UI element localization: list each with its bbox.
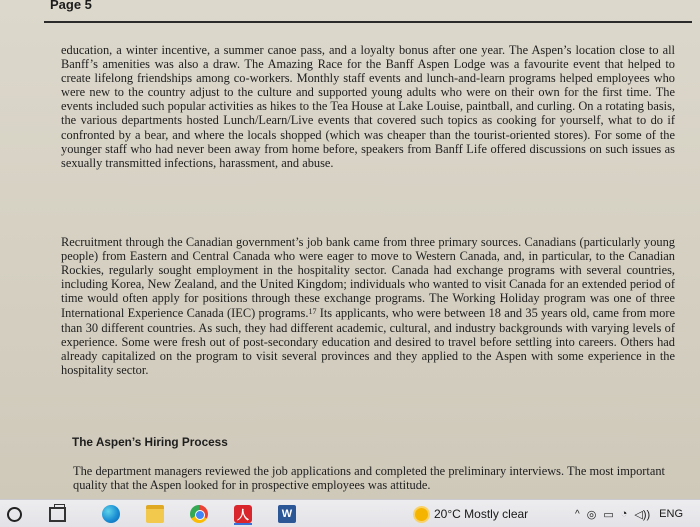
header-rule (44, 21, 692, 23)
wifi-icon[interactable]: ◔ (620, 508, 628, 520)
weather-widget[interactable] (415, 503, 528, 525)
word-button[interactable] (276, 503, 298, 525)
footnote-ref[interactable]: 17 (308, 307, 317, 317)
task-view-button[interactable] (46, 503, 68, 525)
recruitment-text-b: Its applicants, who were between 18 and 35 years old, came from more than 30 different countries. As such, they had different academic, cultural, and industry backgrounds with varying levels of experience. Some were fresh out of post-secondary education and desired to travel before settling into careers. Others had already capitalized on the program to visit several provinces and they applied to the Aspen with some experience in the hospitality sector. (61, 306, 675, 377)
acrobat-icon: 人 (234, 505, 252, 523)
section-heading: The Aspen’s Hiring Process (72, 435, 228, 449)
tray-caret-icon[interactable]: ^ (575, 508, 580, 520)
active-indicator (234, 523, 252, 525)
system-tray (575, 503, 683, 525)
task-view-icon (49, 507, 66, 522)
word-icon: W (278, 505, 296, 523)
acrobat-button[interactable] (232, 503, 254, 525)
weather-sun-icon (415, 508, 428, 521)
page-label: Page 5 (50, 0, 92, 12)
paragraph-hiring: The department managers reviewed the job applications and completed the preliminary interviews. The most important quality that the Aspen looked for in prospective employees was attitude. (73, 464, 665, 493)
volume-icon[interactable]: ◁)) (634, 508, 651, 521)
start-icon (7, 507, 22, 522)
chrome-icon (190, 505, 208, 523)
edge-icon (102, 505, 120, 523)
paragraph-recruitment (61, 235, 675, 377)
taskbar (0, 499, 700, 527)
edge-button[interactable] (100, 503, 122, 525)
file-explorer-button[interactable] (144, 503, 166, 525)
recruitment-text-a: Recruitment through the Canadian government’s job bank came from three primary sources. Canadians (particularly young people) from Eastern and Central Canada who were eager to move to Western Canada, and, in particular, to the Canadian Rockies, regularly sought employment in the hospitality sector. Canada had exchange programs with several countries, including Korea, New Zealand, and the United Kingdom; individuals who wanted to visit Canada for an extended period of time would often apply for positions through these exchange programs. The Working Holiday program was one of three International Experience Canada (IEC) programs. (61, 235, 675, 321)
start-button[interactable] (3, 503, 25, 525)
weather-text: 20°C Mostly clear (434, 507, 529, 521)
file-explorer-icon (146, 505, 164, 523)
battery-icon[interactable]: ▭ (603, 508, 614, 521)
network-icon[interactable]: ◎ (586, 508, 597, 521)
chrome-button[interactable] (188, 503, 210, 525)
paragraph-benefits: education, a winter incentive, a summer canoe pass, and a loyalty bonus after one year. The Aspen’s location close to all Banff’s amenities was also a draw. The Amazing Race for the Banff Aspen Lodge was a favourite event that helped to create lifelong friendships among co-workers. Monthly staff events and lunch-and-learn programs helped employees who were new to the country adjust to the culture and supported young adults who were on their own for the first time. The events included such popular activities as hikes to the Tea House at Lake Louise, paintball, and curling. On a rotating basis, the various departments hosted Lunch/Learn/Live events that covered such topics as cooking for yourself, what to do if confronted by a bear, and where the locals shopped (which was cheaper than the tourist-oriented stores). For some of the younger staff who had never been away from home before, speakers from Banff Life offered discussions on such issues as sexually transmitted infections, harassment, and abuse. (61, 43, 675, 170)
language-indicator[interactable]: ENG (659, 508, 684, 520)
